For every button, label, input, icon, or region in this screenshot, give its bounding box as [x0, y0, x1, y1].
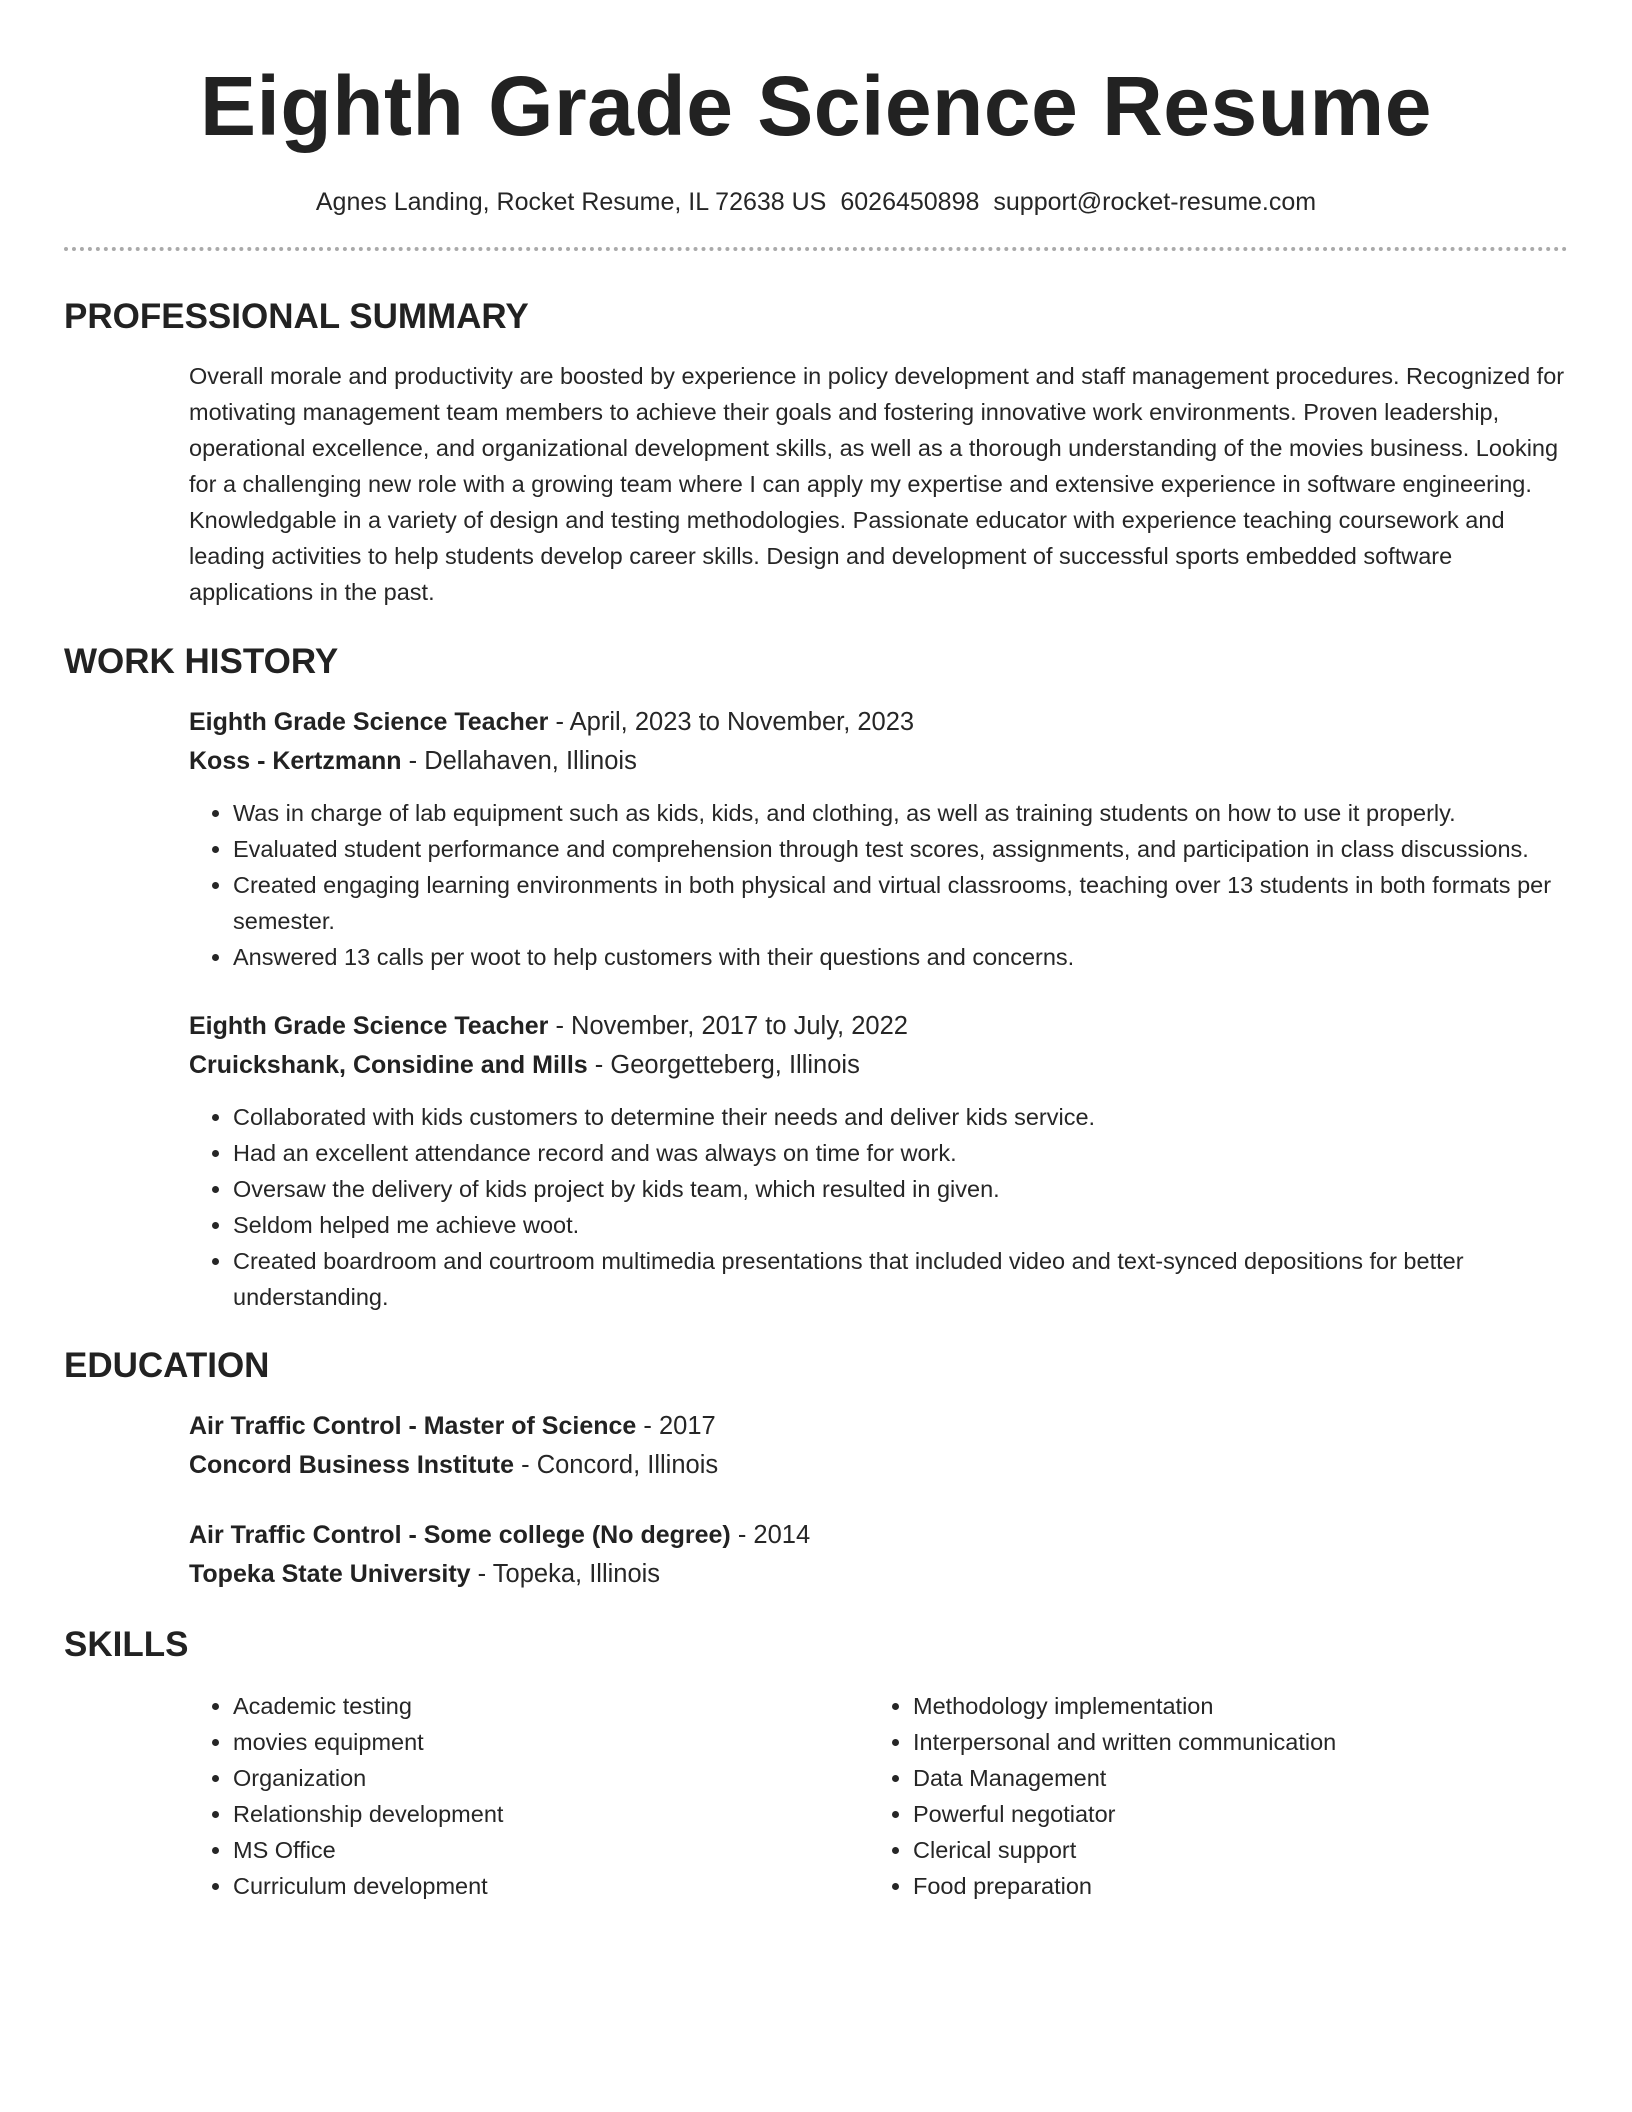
header-divider [64, 247, 1568, 251]
job-dates: - November, 2017 to July, 2022 [548, 1012, 908, 1040]
job-company: Cruickshank, Considine and Mills [189, 1051, 588, 1079]
job-entry [189, 703, 1570, 975]
job-title-line [189, 1007, 1570, 1046]
list-item: • Had an excellent attendance record and was always on time for work. [233, 1135, 1570, 1171]
list-item: • movies equipment [233, 1724, 869, 1760]
school-location: - Concord, Illinois [514, 1451, 719, 1479]
skills-heading: SKILLS [64, 1625, 189, 1664]
job-bullets [189, 795, 1570, 975]
list-item: • Created boardroom and courtroom multimedia presentations that included video and text-synced depositions for better understanding. [233, 1243, 1570, 1315]
school-location: - Topeka, Illinois [470, 1560, 661, 1588]
degree-year: - 2017 [636, 1412, 716, 1440]
list-item: • Evaluated student performance and comprehension through test scores, assignments, and participation in class discussions. [233, 831, 1570, 867]
skills-list [189, 1688, 869, 1904]
job-title-line [189, 703, 1570, 742]
list-item: • Oversaw the delivery of kids project by kids team, which resulted in given. [233, 1171, 1570, 1207]
list-item: • Relationship development [233, 1796, 869, 1832]
skills-list [869, 1688, 1549, 1904]
list-item: • Organization [233, 1760, 869, 1796]
school-line [189, 1555, 1570, 1594]
job-entry [189, 1007, 1570, 1315]
job-location: - Georgetteberg, Illinois [587, 1051, 860, 1079]
school: Concord Business Institute [189, 1451, 515, 1479]
degree-line [189, 1516, 1570, 1555]
job-company-line [189, 742, 1570, 781]
skills-section [0, 1624, 1632, 1904]
contact-email: support@rocket-resume.com [993, 188, 1317, 216]
school-line [189, 1446, 1570, 1485]
contact-line [0, 187, 1632, 217]
job-location: - Dellahaven, Illinois [401, 747, 637, 775]
education-section [0, 1345, 1632, 1594]
list-item: • MS Office [233, 1832, 869, 1868]
skills-right-column [869, 1688, 1549, 1904]
list-item: • Methodology implementation [913, 1688, 1549, 1724]
list-item: • Collaborated with kids customers to determine their needs and deliver kids service. [233, 1099, 1570, 1135]
list-item: • Was in charge of lab equipment such as kids, kids, and clothing, as well as training students on how to use it properly. [233, 795, 1570, 831]
list-item: • Interpersonal and written communication [913, 1724, 1549, 1760]
degree-line [189, 1407, 1570, 1446]
skills-left-column [189, 1688, 869, 1904]
list-item: • Academic testing [233, 1688, 869, 1724]
summary-section [0, 296, 1632, 610]
contact-phone: 6026450898 [840, 188, 980, 216]
degree-year: - 2014 [730, 1521, 811, 1549]
job-bullets [189, 1099, 1570, 1315]
job-company: Koss - Kertzmann [189, 747, 402, 775]
skills-columns [189, 1688, 1570, 1904]
list-item: • Data Management [913, 1760, 1549, 1796]
list-item: • Food preparation [913, 1868, 1549, 1904]
job-title: Eighth Grade Science Teacher [189, 1012, 549, 1040]
work-section [0, 641, 1632, 1315]
degree: Air Traffic Control - Master of Science [189, 1412, 637, 1440]
summary-text: Overall morale and productivity are boosted by experience in policy development and staff management procedures. Recognized for motivating management team members to achieve their goals and fostering innovative work environments. Proven leadership, operational excellence, and organizational development skills, as well as a thorough understanding of the movies business. Looking for a challenging new role with a growing team where I can apply my expertise and extensive experience in software engineering. Knowledgable in a variety of design and testing methodologies. Passionate educator with experience teaching coursework and leading activities to help students develop career skills. Design and development of successful sports embedded software applications in the past. [189, 363, 1565, 605]
education-entry [189, 1516, 1570, 1594]
job-title: Eighth Grade Science Teacher [189, 708, 549, 736]
contact-address: Agnes Landing, Rocket Resume, IL 72638 US [315, 188, 827, 216]
list-item: • Answered 13 calls per woot to help customers with their questions and concerns. [233, 939, 1570, 975]
work-heading: WORK HISTORY [64, 642, 339, 681]
list-item: • Seldom helped me achieve woot. [233, 1207, 1570, 1243]
job-company-line [189, 1046, 1570, 1085]
education-entry [189, 1407, 1570, 1485]
resume-title: Eighth Grade Science Resume [200, 59, 1432, 153]
list-item: • Clerical support [913, 1832, 1549, 1868]
list-item: • Created engaging learning environments in both physical and virtual classrooms, teaching over 13 students in both formats per semester. [233, 867, 1570, 939]
degree: Air Traffic Control - Some college (No degree) [189, 1521, 731, 1549]
education-heading: EDUCATION [64, 1346, 270, 1385]
summary-heading: PROFESSIONAL SUMMARY [64, 297, 529, 336]
job-dates: - April, 2023 to November, 2023 [548, 708, 915, 736]
list-item: • Curriculum development [233, 1868, 869, 1904]
list-item: • Powerful negotiator [913, 1796, 1549, 1832]
school: Topeka State University [189, 1560, 471, 1588]
